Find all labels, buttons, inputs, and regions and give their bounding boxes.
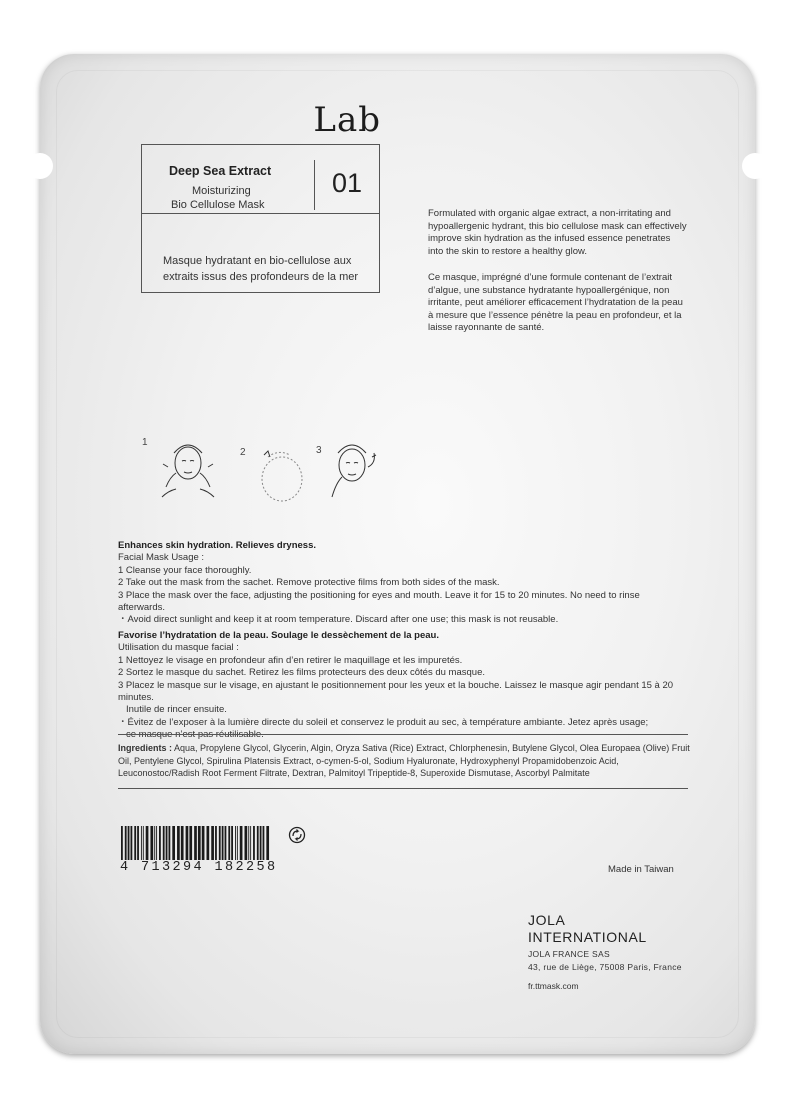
apply-mask-illustration xyxy=(324,437,384,503)
usage-illustrations xyxy=(140,435,380,515)
barcode-bar xyxy=(143,826,144,860)
barcode-bar xyxy=(231,826,233,860)
barcode-bar xyxy=(186,826,189,860)
barcode-bar xyxy=(150,826,153,860)
barcode-bar xyxy=(166,826,168,860)
intro-french: Ce masque, imprégné d’une formule contenant de l’extrait d’algue, une substance hydratante hypoallergénique, non irritante, peut améliorer efficacement l’hydratation de la peau à mesure que l’essence pénètre la peau en profondeur, et la laisse rayonnante de santé. xyxy=(428,272,683,333)
french-product-name xyxy=(163,253,373,285)
company-address xyxy=(528,948,682,973)
barcode-bar xyxy=(121,826,123,860)
barcode-bar xyxy=(263,826,265,860)
usage-fr-note-b xyxy=(118,729,688,741)
french-name-line-2: extraits issus des profondeurs de la mer xyxy=(163,271,359,283)
barcode-bar xyxy=(154,826,155,860)
cleanse-face-illustration xyxy=(154,437,222,503)
usage-en-step-1: 1 Cleanse your face thoroughly. xyxy=(118,564,252,576)
barcode-bar xyxy=(253,826,255,860)
barcode-bar xyxy=(134,826,136,860)
company-name xyxy=(528,912,647,946)
barcode-bar xyxy=(222,826,224,860)
product-subtitle-1: Moisturizing xyxy=(192,185,251,197)
tear-notch-right xyxy=(742,153,768,179)
intro-copy xyxy=(428,208,688,349)
barcode-bar xyxy=(177,826,180,860)
usage-french xyxy=(118,630,688,742)
barcode-bar xyxy=(146,826,149,860)
ingredients-top-rule xyxy=(118,734,688,735)
label-divider xyxy=(141,213,379,214)
step-number-2: 2 xyxy=(240,447,246,458)
barcode-bar xyxy=(245,826,248,860)
barcode-bar xyxy=(163,826,165,860)
barcode-bar xyxy=(266,826,269,860)
step-number-3: 3 xyxy=(316,445,322,456)
barcode-bar xyxy=(128,826,130,860)
barcode-bar xyxy=(202,826,205,860)
ingredients-text: Aqua, Propylene Glycol, Glycerin, Algin, Oryza Sativa (Rice) Extract, Chlorphenesin, Butylene Glycol, Olea Europaea (Olive) Fruit Oil, Pentylene Glycol, Spirulina Platensis Extract, o-cymen-5-ol, Sodium Hyaluronate, Hydroxyphenyl Propamidobenzoic Acid, Leuconostoc/Radish Root Ferment Filtrate, Dextran, Palmitoyl Tripeptide-8, Superoxide Dismutase, Ascorbyl Palmitate xyxy=(118,743,690,778)
usage-english xyxy=(118,540,688,627)
french-name-line-1: Masque hydratant en bio-cellulose aux xyxy=(163,255,352,267)
usage-fr-step-2: 2 Sortez le masque du sachet. Retirez les films protecteurs des deux côtés du masque. xyxy=(118,667,485,679)
website-link[interactable]: fr.ttmask.com xyxy=(528,981,579,991)
barcode-bar xyxy=(194,826,197,860)
company-street: 43, rue de Liège, 75008 Paris, France xyxy=(528,961,682,972)
barcode-bar xyxy=(237,826,238,860)
barcode-bar xyxy=(156,826,157,860)
number-divider xyxy=(314,160,315,210)
remove-film-illustration xyxy=(250,443,312,505)
label-frame-right xyxy=(379,144,380,293)
barcode-digits: 4 713294 182258 xyxy=(120,860,278,875)
usage-en-title: Facial Mask Usage : xyxy=(118,552,205,564)
usage-en-headline: Enhances skin hydration. Relieves dryness. xyxy=(118,540,316,551)
brand-logo: Lab xyxy=(313,100,381,140)
barcode-bar xyxy=(248,826,249,860)
barcode-bar xyxy=(181,826,184,860)
product-subtitle-2: Bio Cellulose Mask xyxy=(171,199,265,211)
barcode-bar xyxy=(235,826,236,860)
usage-en-step-2: 2 Take out the mask from the sachet. Remove protective films from both sides of the mask. xyxy=(118,577,500,589)
barcode-bar xyxy=(169,826,171,860)
made-in-label: Made in Taiwan xyxy=(608,864,674,875)
label-frame-bottom xyxy=(141,292,379,293)
barcode-bar xyxy=(260,826,262,860)
ingredients-bottom-rule xyxy=(118,788,688,789)
usage-fr-step-1: 1 Nettoyez le visage en profondeur afin d’en retirer le maquillage et les impuretés. xyxy=(118,654,463,666)
usage-en-note: ・Avoid direct sunlight and keep it at room temperature. Discard after one use; this mask is not reusable. xyxy=(118,614,559,626)
barcode-bar xyxy=(257,826,259,860)
product-label xyxy=(117,96,395,336)
barcode-bar xyxy=(198,826,201,860)
usage-fr-title: Utilisation du masque facial : xyxy=(118,642,239,654)
barcode-bar xyxy=(215,826,217,860)
barcode-bar xyxy=(228,826,230,860)
intro-english: Formulated with organic algae extract, a non-irritating and hypoallergenic hydrant, this bio cellulose mask can effectively improve skin hydration as the infused essence penetrates into the skin to restore a healthy glow. xyxy=(428,208,687,257)
barcode-bar xyxy=(141,826,142,860)
step-number-1: 1 xyxy=(142,437,148,448)
usage-en-step-3: 3 Place the mask over the face, adjusting the positioning for eyes and mouth. Leave it for 15 to 20 minutes. No need to rinse afterwards. xyxy=(118,589,640,614)
ingredients-block xyxy=(118,742,690,780)
usage-fr-step-3: 3 Placez le masque sur le visage, en ajustant le positionnement pour les yeux et la bouche. Laissez le masque agir pendant 15 à 20 minutes. xyxy=(118,679,674,704)
company-entity: JOLA FRANCE SAS xyxy=(528,949,610,959)
barcode-bar xyxy=(250,826,251,860)
barcode-bar xyxy=(219,826,221,860)
barcode-bar xyxy=(125,826,127,860)
product-name: Deep Sea Extract xyxy=(169,164,272,178)
barcode xyxy=(119,826,275,864)
company-name-line-1: JOLA xyxy=(528,912,566,928)
barcode-bar xyxy=(207,826,210,860)
recycle-icon xyxy=(288,826,306,844)
barcode-bar xyxy=(189,826,192,860)
barcode-bar xyxy=(172,826,175,860)
product-number: 01 xyxy=(331,168,363,198)
barcode-bar xyxy=(131,826,133,860)
barcode-bar xyxy=(159,826,161,860)
barcode-bar xyxy=(225,826,227,860)
usage-fr-note: ・Évitez de l’exposer à la lumière directe du soleil et conservez le produit au sec, à température ambiante. Jetez après usage; xyxy=(118,716,649,728)
ingredients-label: Ingredients : xyxy=(118,743,173,753)
barcode-bar xyxy=(211,826,214,860)
tear-notch-left xyxy=(27,153,53,179)
barcode-bar xyxy=(137,826,139,860)
usage-fr-headline: Favorise l’hydratation de la peau. Soulage le dessèchement de la peau. xyxy=(118,630,439,641)
usage-fr-step-3b: Inutile de rincer ensuite. xyxy=(126,704,227,716)
barcode-bar xyxy=(240,826,243,860)
company-name-line-2: INTERNATIONAL xyxy=(528,929,647,945)
